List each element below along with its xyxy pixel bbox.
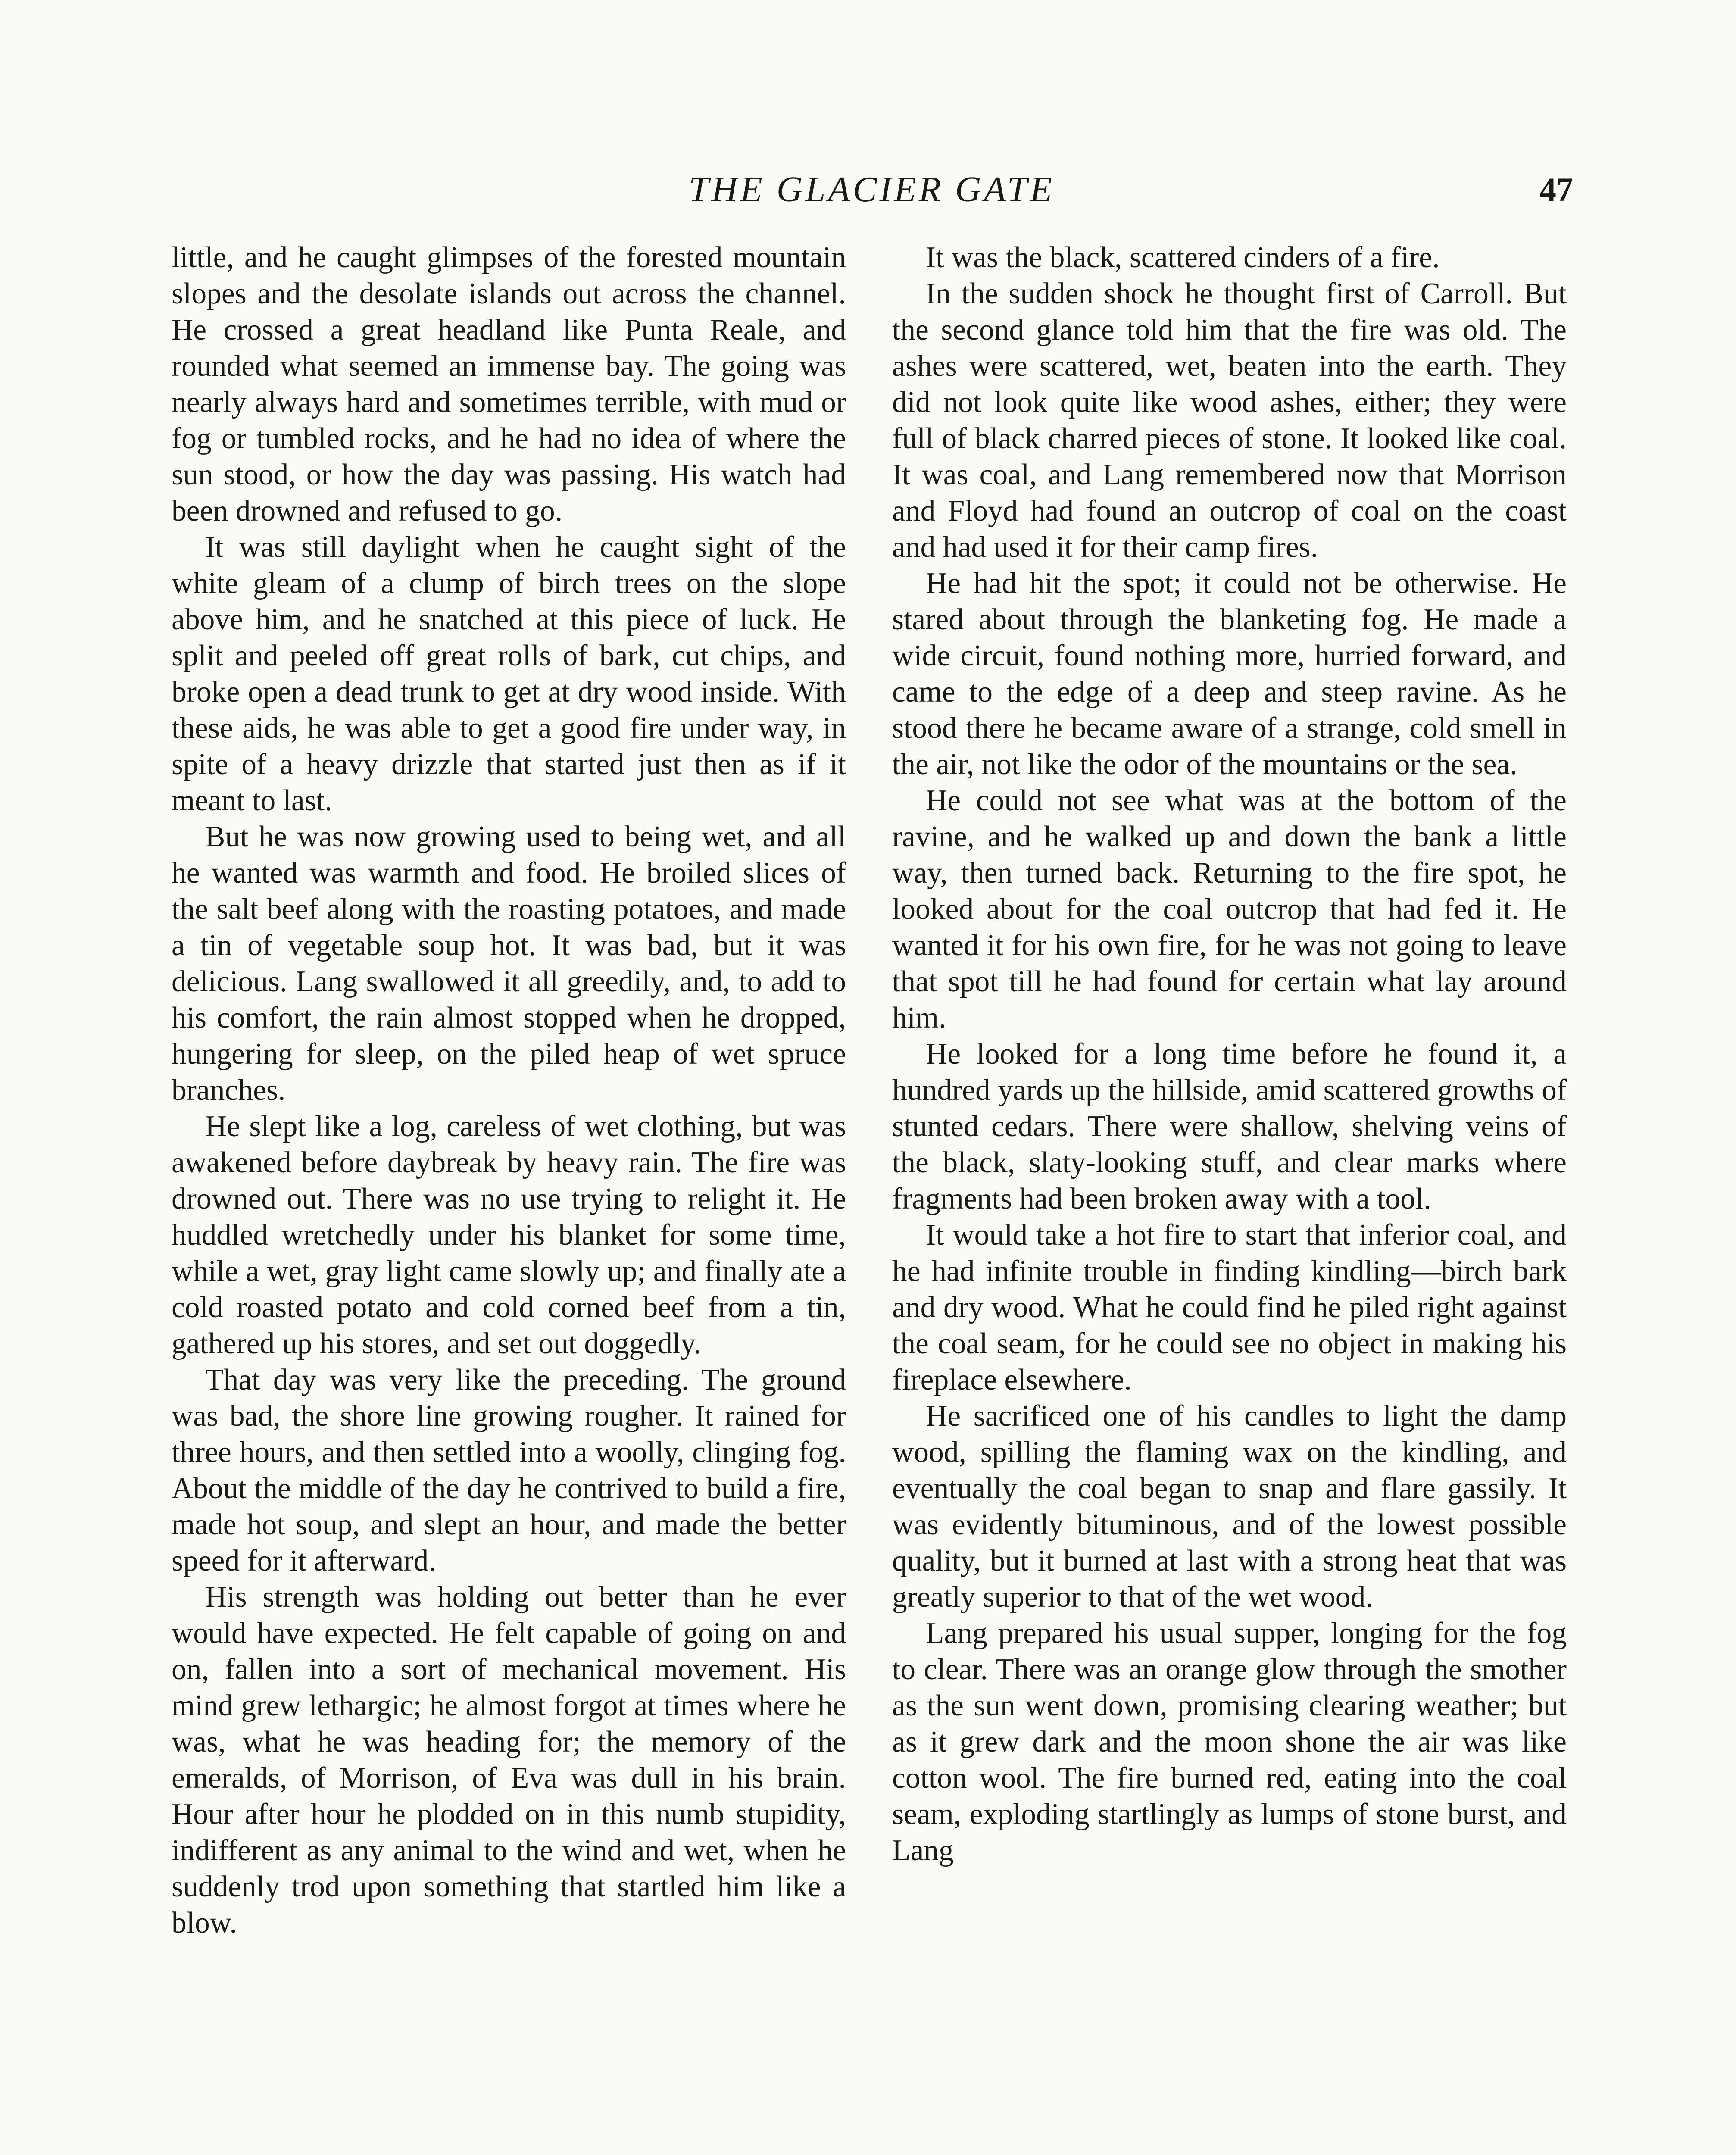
running-title: THE GLACIER GATE — [689, 169, 1055, 209]
paragraph: His strength was holding out better than he ever would have expected. He felt capable of going on and on, fallen into a sort of mechanical movement. His mind grew lethargic; he almost forgot at times where he was, what he was heading for; the memory of the emeralds, of Morrison, of Eva was dull in his brain. Hour after hour he plodded on in this numb stupidity, indifferent as any animal to the wind and wet, when he suddenly trod upon something that startled him like a blow. — [172, 1580, 846, 1940]
paragraph: He sacrificed one of his candles to light the damp wood, spilling the flaming wax on the kindling, and eventually the coal began to snap and flare gassily. It was evidently bituminous, and of the lowest possible quality, but it burned at last with a strong heat that was greatly superior to that of the wet wood. — [892, 1399, 1567, 1614]
running-header — [170, 164, 1573, 216]
paragraph: In the sudden shock he thought first of Carroll. But the second glance told him that the fire was old. The ashes were scattered, wet, beaten into the earth. They did not look quite like wood ashes, either; they were full of black charred pieces of stone. It looked like coal. It was coal, and Lang remembered now that Morrison and Floyd had found an outcrop of coal on the coast and had used it for their camp fires. — [892, 277, 1567, 564]
paragraph: He slept like a log, careless of wet clothing, but was awakened before daybreak by heavy rain. The fire was drowned out. There was no use trying to relight it. He huddled wretchedly under his blanket for some time, while a wet, gray light came slowly up; and finally ate a cold roasted potato and cold corned beef from a tin, gathered up his stores, and set out doggedly. — [172, 1110, 846, 1360]
paragraph: little, and he caught glimpses of the forested mountain slopes and the desolate islands out across the channel. He crossed a great headland like Punta Reale, and rounded what seemed an immense bay. The going was nearly always hard and sometimes terrible, with mud or fog or tumbled rocks, and he had no idea of where the sun stood, or how the day was passing. His watch had been drowned and refused to go. — [172, 241, 846, 528]
paragraph: Lang prepared his usual supper, longing for the fog to clear. There was an orange glow through the smother as the sun went down, promising clearing weather; but as it grew dark and the moon shone the air was like cotton wool. The fire burned red, eating into the coal seam, exploding startlingly as lumps of stone burst, and Lang — [892, 1617, 1567, 1867]
paragraph: It would take a hot fire to start that inferior coal, and he had infinite trouble in finding kindling—birch bark and dry wood. What he could find he piled right against the coal seam, for he could see no object in making his fireplace elsewhere. — [892, 1218, 1567, 1396]
right-column — [892, 240, 1567, 1869]
paragraph: He looked for a long time before he found it, a hundred yards up the hillside, amid scattered growths of stunted cedars. There were shallow, shelving veins of the black, slaty-looking stuff, and clear marks where fragments had been broken away with a tool. — [892, 1037, 1567, 1215]
paragraph: That day was very like the preceding. The ground was bad, the shore line growing rougher. It rained for three hours, and then settled into a woolly, clinging fog. About the middle of the day he contrived to build a fire, made hot soup, and slept an hour, and made the better speed for it afterward. — [172, 1363, 846, 1577]
paragraph: It was the black, scattered cinders of a fire. — [926, 241, 1440, 274]
paragraph: He had hit the spot; it could not be otherwise. He stared about through the blanketing fog. He made a wide circuit, found nothing more, hurried forward, and came to the edge of a deep and steep ravine. As he stood there he became aware of a strange, cold smell in the air, not like the odor of the mountains or the sea. — [892, 567, 1567, 781]
page-number: 47 — [1539, 171, 1573, 208]
paragraph: He could not see what was at the bottom of the ravine, and he walked up and down the bank a little way, then turned back. Returning to the fire spot, he looked about for the coal outcrop that had fed it. He wanted it for his own fire, for he was not going to leave that spot till he had found for certain what lay around him. — [892, 784, 1567, 1034]
left-column — [172, 240, 846, 1941]
paragraph: But he was now growing used to being wet, and all he wanted was warmth and food. He broiled slices of the salt beef along with the roasting potatoes, and made a tin of vegetable soup hot. It was bad, but it was delicious. Lang swallowed it all greedily, and, to add to his comfort, the rain almost stopped when he dropped, hungering for sleep, on the piled heap of wet spruce branches. — [172, 820, 846, 1107]
paragraph: It was still daylight when he caught sight of the white gleam of a clump of birch trees on the slope above him, and he snatched at this piece of luck. He split and peeled off great rolls of bark, cut chips, and broke open a dead trunk to get at dry wood inside. With these aids, he was able to get a good fire under way, in spite of a heavy drizzle that started just then as if it meant to last. — [172, 531, 846, 817]
